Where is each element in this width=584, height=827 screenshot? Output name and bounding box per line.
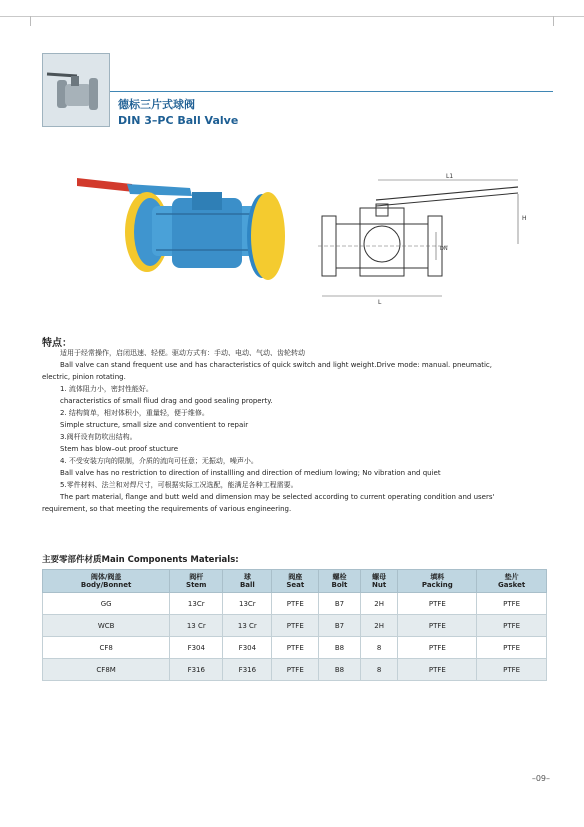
features-heading: 特点： [42,338,72,349]
column-header: 阀座 Seat [272,570,319,593]
table-cell: PTFE [398,593,477,615]
dim-label-h: H [522,215,527,222]
feature-line: requirement, so that meeting the requirements of various engineering. [42,505,292,513]
feature-line: characteristics of small fliud drag and good sealing property. [60,397,273,405]
table-cell: PTFE [272,659,319,681]
feature-line: Stem has blow–out proof stucture [60,445,179,453]
feature-line: Simple structure, small size and conventient to repair [60,421,249,429]
technical-drawing [318,172,538,307]
column-header: 阀体/阀盖 Body/Bonnet [43,570,170,593]
dim-label-l: L [378,299,382,306]
table-cell: B8 [319,659,361,681]
table-cell: 13 Cr [223,615,272,637]
table-row [43,659,547,681]
table-cell: PTFE [398,659,477,681]
feature-line: 1. 流体阻力小，密封性能好。 [60,385,153,393]
table-cell: 8 [360,637,398,659]
table-cell: B8 [319,637,361,659]
top-rule [0,16,584,17]
feature-line: 适用于经常操作，启闭迅速、轻便。驱动方式有：手动、电动、气动、齿轮转动 [60,349,305,357]
feature-line: 5.零件材料、法兰和对焊尺寸，可根据实际工况选配，能满足各种工程需要。 [60,481,298,489]
feature-line: The part material, flange and butt weld and dimension may be selected according to current operating condition and users' [60,493,495,501]
table-row [43,637,547,659]
column-header: 螺母 Nut [360,570,398,593]
materials-table [42,569,547,681]
table-cell: CF8 [43,637,170,659]
feature-line: electric, pinion rotating. [42,373,126,381]
table-cell: F304 [223,637,272,659]
features-list [42,349,542,517]
table-cell: 2H [360,615,398,637]
column-header: 阀杆 Stem [170,570,223,593]
table-cell: CF8M [43,659,170,681]
column-header: 球 Ball [223,570,272,593]
table-cell: 8 [360,659,398,681]
column-header: 填料 Packing [398,570,477,593]
table-cell: B7 [319,593,361,615]
table-cell: 13Cr [223,593,272,615]
feature-line: 2. 结构简单，相对体积小，重量轻，便于维修。 [60,409,209,417]
table-cell: PTFE [272,593,319,615]
table-cell: 2H [360,593,398,615]
crop-mark-right [553,16,554,26]
table-cell: PTFE [272,615,319,637]
table-cell: 13Cr [170,593,223,615]
page-title-en: DIN 3–PC Ball Valve [118,114,239,127]
table-cell: PTFE [398,637,477,659]
page-title-cn: 德标三片式球阀 [118,98,195,111]
table-cell: B7 [319,615,361,637]
product-thumbnail [42,53,110,127]
table-cell: 13 Cr [170,615,223,637]
table-cell: PTFE [477,593,547,615]
table-cell: PTFE [477,615,547,637]
feature-line: 4. 不受安装方向的限制，介质的流向可任意；无振动，噪声小。 [60,457,258,465]
table-cell: PTFE [477,637,547,659]
table-cell: PTFE [398,615,477,637]
table-cell: GG [43,593,170,615]
table-cell: F304 [170,637,223,659]
feature-line: 3.阀杆设有防吹出结构。 [60,433,137,441]
table-cell: F316 [170,659,223,681]
table-row [43,615,547,637]
product-illustration [72,170,287,300]
table-cell: PTFE [477,659,547,681]
title-rule [110,91,553,92]
feature-line: Ball valve has no restriction to direction of installling and direction of medium lowing; No vibration and quiet [60,469,441,477]
table-cell: F316 [223,659,272,681]
column-header: 螺栓 Bolt [319,570,361,593]
dim-label-dn: DN [440,246,448,252]
feature-line: Ball valve can stand frequent use and has characteristics of quick switch and light weight.Drive mode: manual. pneumatic, [60,361,493,369]
crop-mark-left [30,16,31,26]
page-number: –09– [531,774,550,783]
materials-heading: 主要零部件材质Main Components Materials: [42,555,239,565]
table-cell: WCB [43,615,170,637]
dim-label-l1: L1 [446,173,454,180]
table-cell: PTFE [272,637,319,659]
column-header: 垫片 Gasket [477,570,547,593]
table-row [43,593,547,615]
